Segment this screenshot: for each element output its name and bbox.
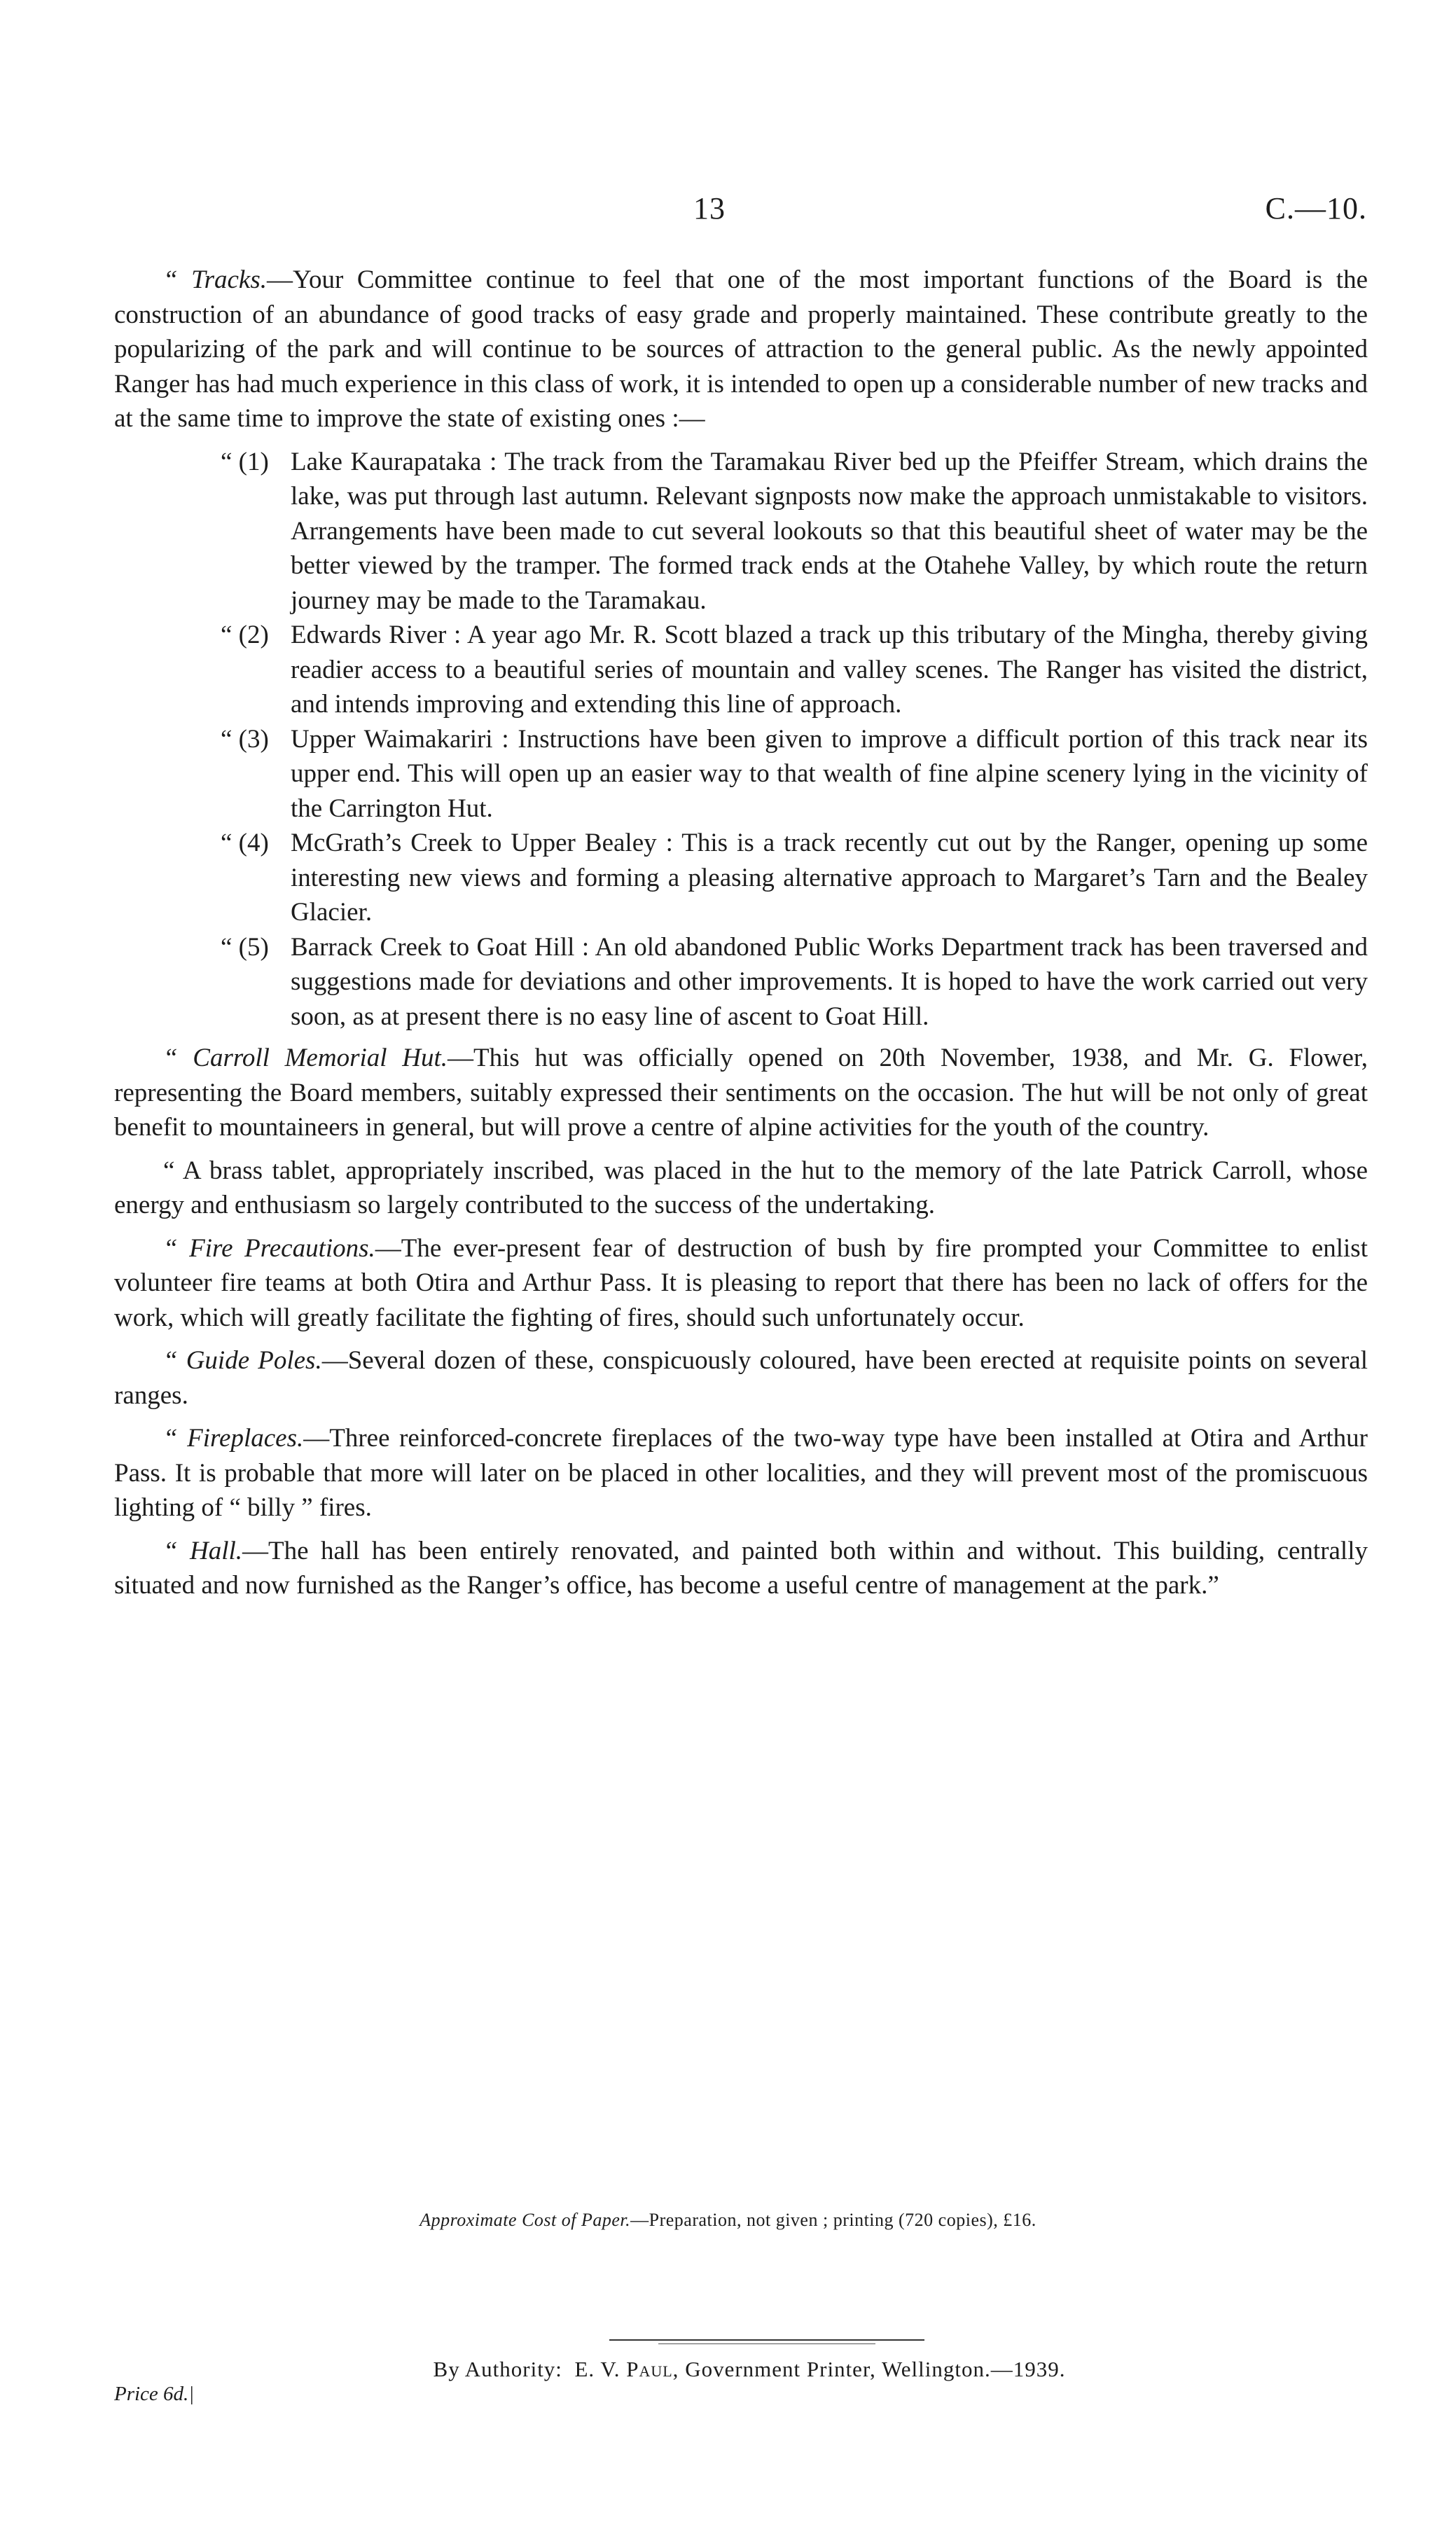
hall-text: —The hall has been entirely renovated, and painted both within and without. This building, centrally situated and now furnished as the Ranger’s office, has become a useful centre of management at the park.” <box>114 1536 1368 1600</box>
cost-label: Approximate Cost of Paper. <box>420 2210 631 2230</box>
carroll-hut-text: —This hut was officially opened on 20th November, 1938, and Mr. G. Flower, representing the Board members, suitably expressed their sentiments on the occasion. The hut will be not only of great benefit to mountaineers in general, but will prove a centre of alpine activities for the youth of the country. <box>114 1044 1368 1142</box>
paragraph-fire-precautions <box>114 1231 1368 1336</box>
printer-name: Paul, <box>626 2357 679 2381</box>
footer-divider-secondary <box>658 2343 875 2344</box>
authority-prefix: By Authority: <box>433 2357 562 2381</box>
cost-of-paper-note <box>0 2210 1456 2231</box>
list-item-number: “ (1) <box>221 447 269 476</box>
list-item-number: “ (2) <box>221 621 269 649</box>
body-text <box>114 263 1368 1612</box>
paragraph-tracks <box>114 263 1368 436</box>
track-list <box>114 445 1368 1034</box>
list-item <box>114 445 1368 618</box>
price-label: Price 6d.| <box>114 2383 195 2405</box>
authority-rest: Government Printer, Wellington.—1939. <box>685 2357 1066 2381</box>
guide-poles-heading: “ Guide Poles. <box>163 1346 322 1375</box>
printer-initials: E. V. <box>574 2357 620 2381</box>
tracks-text: —Your Committee continue to feel that one of the most important functions of the Board is the construction of an abundance of good tracks of easy grade and properly maintained. These contribute greatly to the popularizing of the park and will continue to be sources of attraction to the general public. As the newly appointed Ranger has had much experience in this class of work, it is intended to open up a considerable number of new tracks and at the same time to improve the state of existing ones :— <box>114 265 1368 433</box>
list-item-number: “ (4) <box>221 829 269 857</box>
list-item-text: McGrath’s Creek to Upper Bealey : This is a track recently cut out by the Ranger, opening up some interesting new views and forming a pleasing alternative approach to Margaret’s Tarn and the Bealey Glacier. <box>291 829 1368 927</box>
guide-poles-text: —Several dozen of these, conspicuously coloured, have been erected at requisite points on several ranges. <box>114 1346 1368 1410</box>
page-number: 13 <box>693 191 726 226</box>
cost-text: —Preparation, not given ; printing (720 copies), £16. <box>630 2210 1036 2230</box>
document-code: C.—10. <box>1265 191 1367 226</box>
list-item-text: Edwards River : A year ago Mr. R. Scott blazed a track up this tributary of the Mingha, thereby giving readier access to a beautiful series of mountain and valley scenes. The Ranger has visited the district, and intends improving and extending this line of approach. <box>291 621 1368 719</box>
list-item <box>114 930 1368 1034</box>
list-item-text: Upper Waimakariri : Instructions have been given to improve a difficult portion of this track near its upper end. This will open up an easier way to that wealth of fine alpine scenery lying in the vicinity of the Carrington Hut. <box>291 724 1368 823</box>
paragraph-carroll-hut <box>114 1041 1368 1145</box>
fireplaces-text: —Three reinforced-concrete fireplaces of the two-way type have been installed at Otira and Arthur Pass. It is probable that more will later on be placed in other localities, and they will prevent most of the promiscuous lighting of “ billy ” fires. <box>114 1424 1368 1522</box>
list-item <box>114 826 1368 930</box>
list-item-text: Lake Kaurapataka : The track from the Taramakau River bed up the Pfeiffer Stream, which drains the lake, was put through last autumn. Relevant signposts now make the approach unmistakable to visitors. Arrangements have been made to cut several lookouts so that this beautiful sheet of water may be the better viewed by the tramper. The formed track ends at the Otahehe Valley, by which route the return journey may be made to the Taramakau. <box>291 447 1368 615</box>
hall-heading: “ Hall. <box>163 1536 243 1565</box>
list-item-text: Barrack Creek to Goat Hill : An old abandoned Public Works Department track has been traversed and suggestions made for deviations and other improvements. It is hoped to have the work carried out very soon, as at present there is no easy line of ascent to Goat Hill. <box>291 932 1368 1031</box>
fireplaces-heading: “ Fireplaces. <box>163 1424 304 1453</box>
footer-divider <box>609 2339 924 2341</box>
paragraph-fireplaces <box>114 1421 1368 1525</box>
printer-authority-line <box>336 2357 1163 2382</box>
fire-precautions-text: —The ever-present fear of destruction of bush by fire prompted your Committee to enlist volunteer fire teams at both Otira and Arthur Pass. It is pleasing to report that there has been no lack of offers for the work, which will greatly facilitate the fighting of fires, should such unfortunately occur. <box>114 1233 1368 1332</box>
list-item <box>114 618 1368 722</box>
paragraph-guide-poles <box>114 1343 1368 1413</box>
paragraph-hall <box>114 1534 1368 1603</box>
paragraph-brass-tablet: “ A brass tablet, appropriately inscribed, was placed in the hut to the memory of the late Patrick Carroll, whose energy and enthusiasm so largely contributed to the success of the undertaking. <box>114 1156 1368 1219</box>
list-item <box>114 722 1368 826</box>
fire-precautions-heading: “ Fire Precautions. <box>163 1233 375 1263</box>
carroll-hut-heading: “ Carroll Memorial Hut. <box>163 1044 448 1072</box>
tracks-heading: “ Tracks. <box>163 265 267 294</box>
list-item-number: “ (5) <box>221 932 269 962</box>
list-item-number: “ (3) <box>221 724 269 754</box>
